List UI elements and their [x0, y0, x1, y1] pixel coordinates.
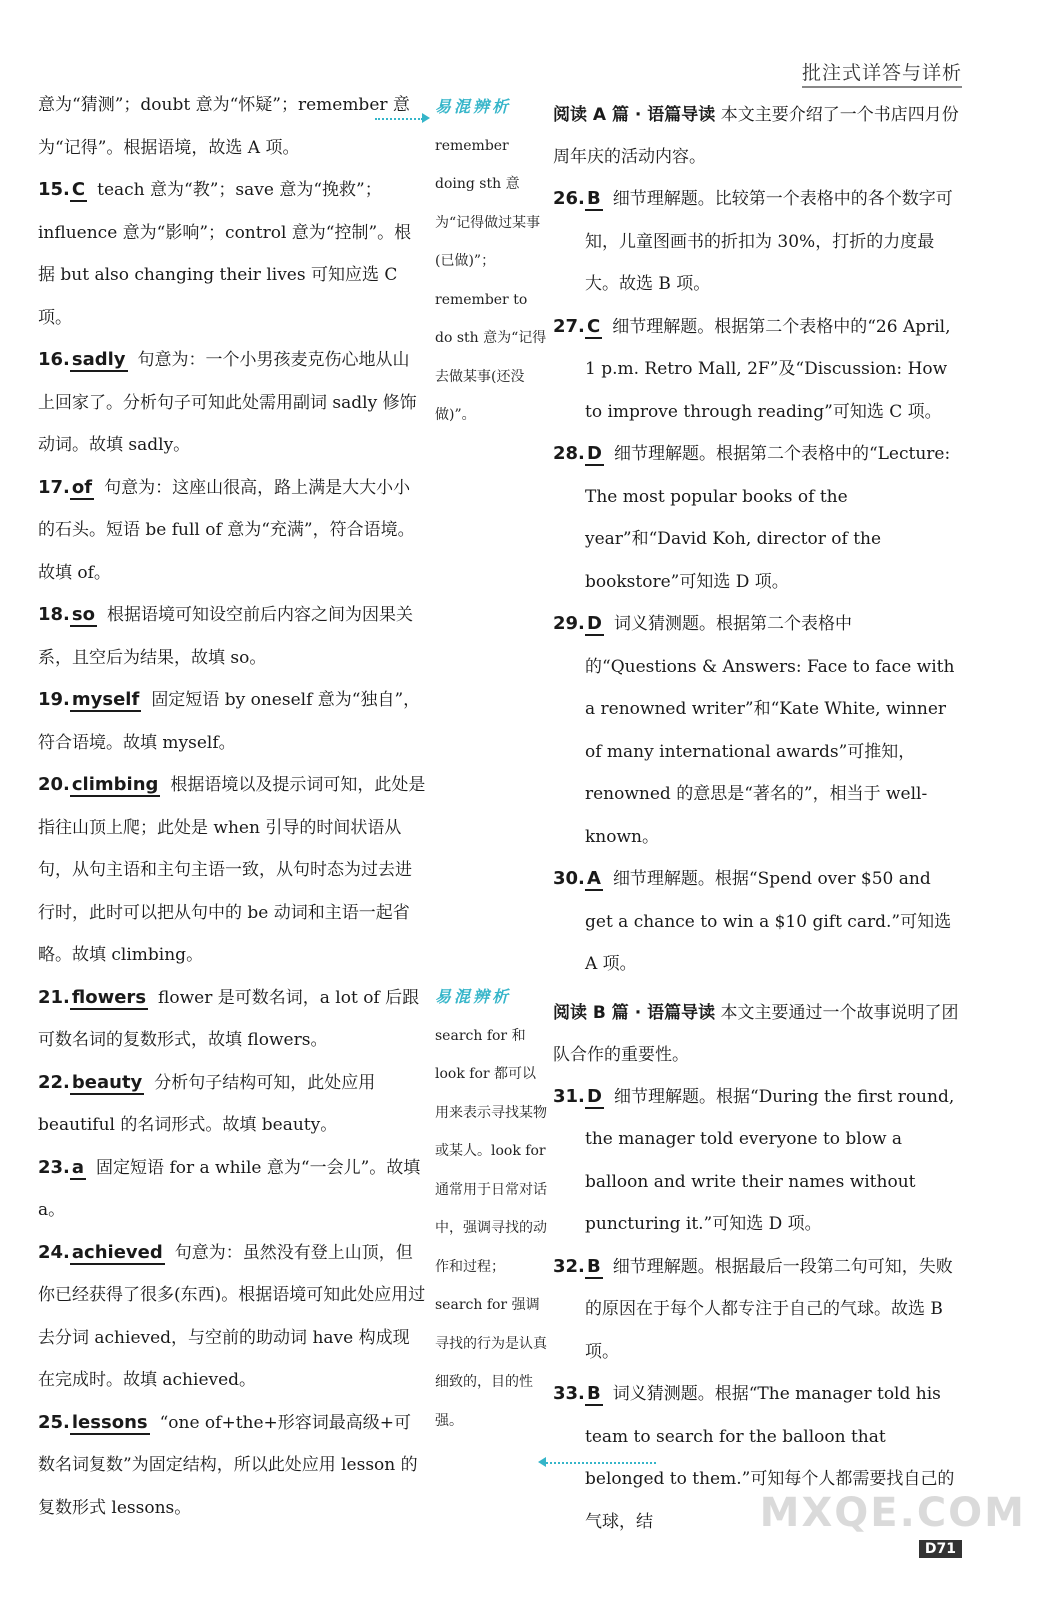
answer-item [38, 1402, 426, 1530]
reading-a-label: 阅读 A 篇 · 语篇导读 [553, 105, 716, 125]
answer-item [38, 1147, 426, 1232]
answer-item [553, 306, 961, 434]
question-number: 18. [38, 604, 70, 625]
answer-key: C [71, 179, 86, 200]
explanation-text: 句意为：一个小男孩麦克伤心地从山上回家了。分析句子可知此处需用副词 sadly 修饰动词。故填 sadly。 [38, 350, 417, 455]
side-note-2 [435, 978, 547, 1440]
question-number: 22. [38, 1071, 70, 1093]
answer-item [38, 1232, 426, 1402]
reading-b-intro [553, 992, 961, 1076]
question-number: 20. [38, 774, 70, 795]
answer-key: C [587, 315, 601, 337]
left-answer-list [38, 169, 426, 1529]
arrow-left-icon [538, 1457, 546, 1467]
explanation-text: 细节理解题。根据第二个表格中的“26 April, 1 p.m. Retro Mall, 2F”及“Discussion: How to improve through reading”可知选 C 项。 [585, 316, 951, 422]
question-number: 31. [553, 1085, 585, 1107]
answer-item [38, 679, 426, 764]
answer-item [38, 764, 426, 977]
side-note-title: 易混辨析 [435, 97, 512, 116]
answer-item [38, 977, 426, 1062]
explanation-text: teach 意为“教”；save 意为“挽救”；influence 意为“影响”；control 意为“控制”。根据 but also changing their lives 可知应选 C 项。 [38, 180, 412, 328]
left-column [38, 84, 426, 1529]
reading-a-answer-list [553, 178, 961, 986]
explanation-text: 根据语境以及提示词可知，此处是指往山顶上爬；此处是 when 引导的时间状语从句，从句主语和主句主语一致，从句时态为过去进行时，此时可以把从句中的 be 动词和主语一起省略。故填 climbing。 [38, 775, 426, 965]
answer-item [553, 1076, 961, 1246]
explanation-text: 句意为：虽然没有登上山顶，但你已经获得了很多(东西)。根据语境可知此处应用过去分词 achieved，与空前的助动词 have 构成现在完成时。故填 achieved。 [38, 1242, 426, 1390]
answer-key: A [587, 868, 601, 889]
answer-item [553, 433, 961, 603]
reading-b-text: 本文主要通过一个故事说明了团队合作的重要性。 [553, 1002, 959, 1065]
question-number: 15. [38, 179, 70, 200]
question-number: 26. [553, 188, 585, 209]
question-number: 33. [553, 1383, 585, 1404]
question-number: 25. [38, 1411, 70, 1433]
answer-item [553, 1246, 961, 1374]
reading-a-text: 本文主要介绍了一个书店四月份周年庆的活动内容。 [553, 105, 959, 167]
answer-key: of [71, 476, 93, 498]
explanation-text: “one of+the+形容词最高级+可数名词复数”为固定结构，所以此处应用 lesson 的复数形式 lessons。 [38, 1412, 418, 1518]
answer-item [38, 594, 426, 679]
explanation-text: 句意为：这座山很高，路上满是大大小小的石头。短语 be full of 意为“充满”，符合语境。故填 of。 [38, 477, 415, 583]
answer-key: D [587, 443, 602, 464]
answer-key: D [587, 1085, 602, 1107]
answer-key: sadly [71, 349, 126, 370]
answer-key: flowers [71, 986, 147, 1008]
note-arrow-line [375, 118, 423, 120]
reading-a-intro [553, 94, 961, 178]
header-rule [802, 86, 962, 88]
answer-key: myself [71, 689, 140, 710]
question-number: 23. [38, 1156, 70, 1178]
question-number: 19. [38, 689, 70, 710]
side-note-text: search for 和 look for 都可以用来表示寻找某物或某人。look for 通常用于日常对话中，强调寻找的动作和过程；search for 强调寻找的行为是认真细致的，目的性强。 [435, 1027, 547, 1429]
answer-key: beauty [71, 1071, 143, 1093]
explanation-text: 细节理解题。根据最后一段第二句可知，失败的原因在于每个人都专注于自己的气球。故选 B 项。 [585, 1256, 953, 1362]
explanation-text: 固定短语 for a while 意为“一会儿”。故填 a。 [38, 1157, 421, 1220]
question-number: 21. [38, 986, 70, 1008]
question-number: 30. [553, 868, 585, 889]
explanation-text: 细节理解题。根据第二个表格中的“Lecture: The most popular books of the year”和“David Koh, director of the bookstore”可知选 D 项。 [585, 444, 951, 592]
question-number: 24. [38, 1241, 70, 1263]
explanation-text: flower 是可数名词，a lot of 后跟可数名词的复数形式，故填 flowers。 [38, 987, 420, 1050]
question-number: 17. [38, 476, 70, 498]
question-number: 29. [553, 613, 585, 634]
right-column [553, 94, 961, 1543]
side-note-text: remember doing sth 意为“记得做过某事(已做)”；remember to do sth 意为“记得去做某事(还没做)”。 [435, 137, 547, 423]
answer-key: lessons [71, 1411, 148, 1433]
reading-b-answer-list [553, 1076, 961, 1544]
question-number: 28. [553, 443, 585, 464]
explanation-text: 固定短语 by oneself 意为“独自”，符合语境。故填 myself。 [38, 690, 421, 753]
watermark: MXQE.COM [759, 1490, 1026, 1536]
side-note-title: 易混辨析 [435, 987, 512, 1006]
answer-item [38, 467, 426, 595]
page-header-title: 批注式详答与详析 [801, 62, 962, 84]
answer-item [553, 178, 961, 306]
answer-item [38, 169, 426, 339]
question-number: 32. [553, 1255, 585, 1277]
side-note-1 [435, 88, 547, 435]
arrow-right-icon [422, 113, 430, 123]
explanation-text: 细节理解题。根据“During the first round, the manager told everyone to blow a balloon and write their names without puncturing it.”可知选 D 项。 [585, 1086, 955, 1234]
explanation-text: 根据语境可知设空前后内容之间为因果关系，且空后为结果，故填 so。 [38, 605, 413, 668]
answer-item [38, 339, 426, 467]
explanation-text: 词义猜测题。根据“The manager told his team to search for the balloon that belonged to them.”可知每个人都需要找自己的气球，结 [585, 1384, 955, 1532]
explanation-text: 细节理解题。比较第一个表格中的各个数字可知，儿童图画书的折扣为 30%，打折的力度最大。故选 B 项。 [585, 189, 953, 294]
question-number: 16. [38, 349, 70, 370]
answer-key: so [71, 604, 95, 625]
continuation-text: 意为“猜测”；doubt 意为“怀疑”；remember 意为“记得”。根据语境，故选 A 项。 [38, 95, 410, 158]
answer-item [553, 858, 961, 986]
answer-key: a [71, 1156, 85, 1178]
page-number: D71 [919, 1540, 962, 1558]
answer-item [38, 1062, 426, 1147]
explanation-text: 词义猜测题。根据第二个表格中的“Questions & Answers: Face to face with a renowned writer”和“Kate White, winner of many international awards”可推知，renowned 的意思是“著名的”，相当于 well-known。 [585, 614, 955, 847]
answer-key: B [587, 1255, 601, 1277]
explanation-text: 分析句子结构可知，此处应用 beautiful 的名词形式。故填 beauty。 [38, 1072, 376, 1135]
explanation-text: 细节理解题。根据“Spend over $50 and get a chance to win a $10 gift card.”可知选 A 项。 [585, 869, 952, 974]
answer-key: B [587, 188, 601, 209]
reading-b-label: 阅读 B 篇 · 语篇导读 [553, 1002, 716, 1023]
question-number: 27. [553, 315, 585, 337]
answer-key: achieved [71, 1241, 163, 1263]
answer-item [553, 603, 961, 858]
answer-key: B [587, 1383, 601, 1404]
answer-key: D [587, 613, 602, 634]
answer-key: climbing [71, 774, 159, 795]
